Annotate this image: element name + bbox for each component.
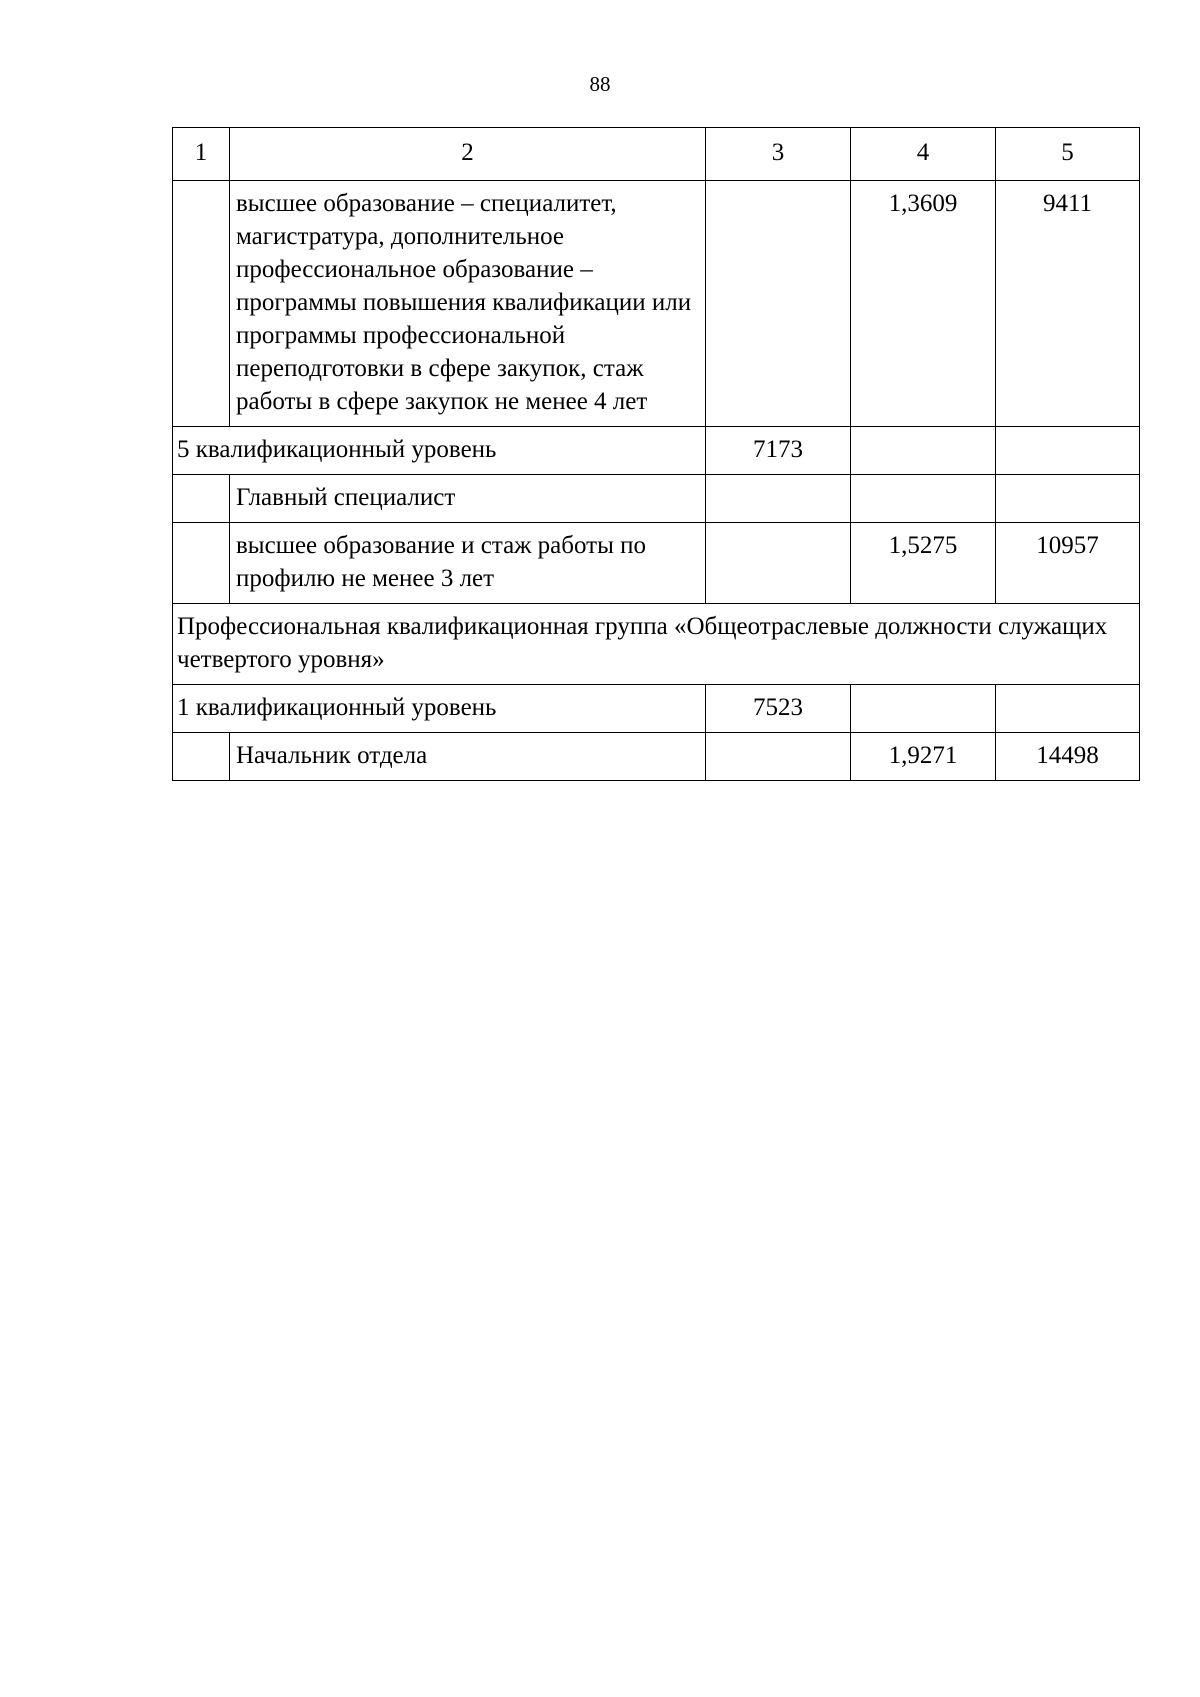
- base-salary-cell: 7173: [706, 427, 851, 475]
- qualification-level-label: 5 квалификационный уровень: [173, 427, 706, 475]
- table-cell: [173, 733, 230, 781]
- document-table: [172, 127, 1140, 781]
- base-salary-cell: [706, 181, 851, 427]
- coefficient-cell: 1,3609: [851, 181, 996, 427]
- salary-cell: [996, 475, 1140, 523]
- salary-cell: [996, 685, 1140, 733]
- base-salary-cell: [706, 733, 851, 781]
- table-cell: [173, 475, 230, 523]
- position-title: Главный специалист: [230, 475, 706, 523]
- table-cell: [173, 181, 230, 427]
- column-header: 5: [996, 128, 1140, 181]
- qualification-level-label: 1 квалификационный уровень: [173, 685, 706, 733]
- qualification-level-row: [173, 427, 1140, 475]
- salary-cell: 14498: [996, 733, 1140, 781]
- qualification-group-label: Профессиональная квалификационная группа «Общеотраслевые должности служащих четвертого уровня»: [173, 604, 1140, 685]
- base-salary-cell: 7523: [706, 685, 851, 733]
- position-title: Начальник отдела: [230, 733, 706, 781]
- coefficient-cell: 1,5275: [851, 523, 996, 604]
- salary-cell: 10957: [996, 523, 1140, 604]
- column-header: 1: [173, 128, 230, 181]
- table-row: [173, 523, 1140, 604]
- page-number: 88: [589, 72, 611, 96]
- table-header-row: [173, 128, 1140, 181]
- salary-cell: [996, 427, 1140, 475]
- coefficient-cell: [851, 427, 996, 475]
- column-header: 4: [851, 128, 996, 181]
- qualification-group-row: [173, 604, 1140, 685]
- table-cell: [173, 523, 230, 604]
- position-requirements: высшее образование и стаж работы по профилю не менее 3 лет: [230, 523, 706, 604]
- table-row: [173, 733, 1140, 781]
- coefficient-cell: [851, 685, 996, 733]
- column-header: 2: [230, 128, 706, 181]
- column-header: 3: [706, 128, 851, 181]
- qualification-level-row: [173, 685, 1140, 733]
- base-salary-cell: [706, 475, 851, 523]
- coefficient-cell: 1,9271: [851, 733, 996, 781]
- coefficient-cell: [851, 475, 996, 523]
- base-salary-cell: [706, 523, 851, 604]
- table-row: [173, 181, 1140, 427]
- position-requirements: высшее образование – специалитет, магистратура, дополнительное профессиональное образование – программы повышения квалификации или программы профессиональной переподготовки в сфере закупок, стаж работы в сфере закупок не менее 4 лет: [230, 181, 706, 427]
- table-row: [173, 475, 1140, 523]
- salary-cell: 9411: [996, 181, 1140, 427]
